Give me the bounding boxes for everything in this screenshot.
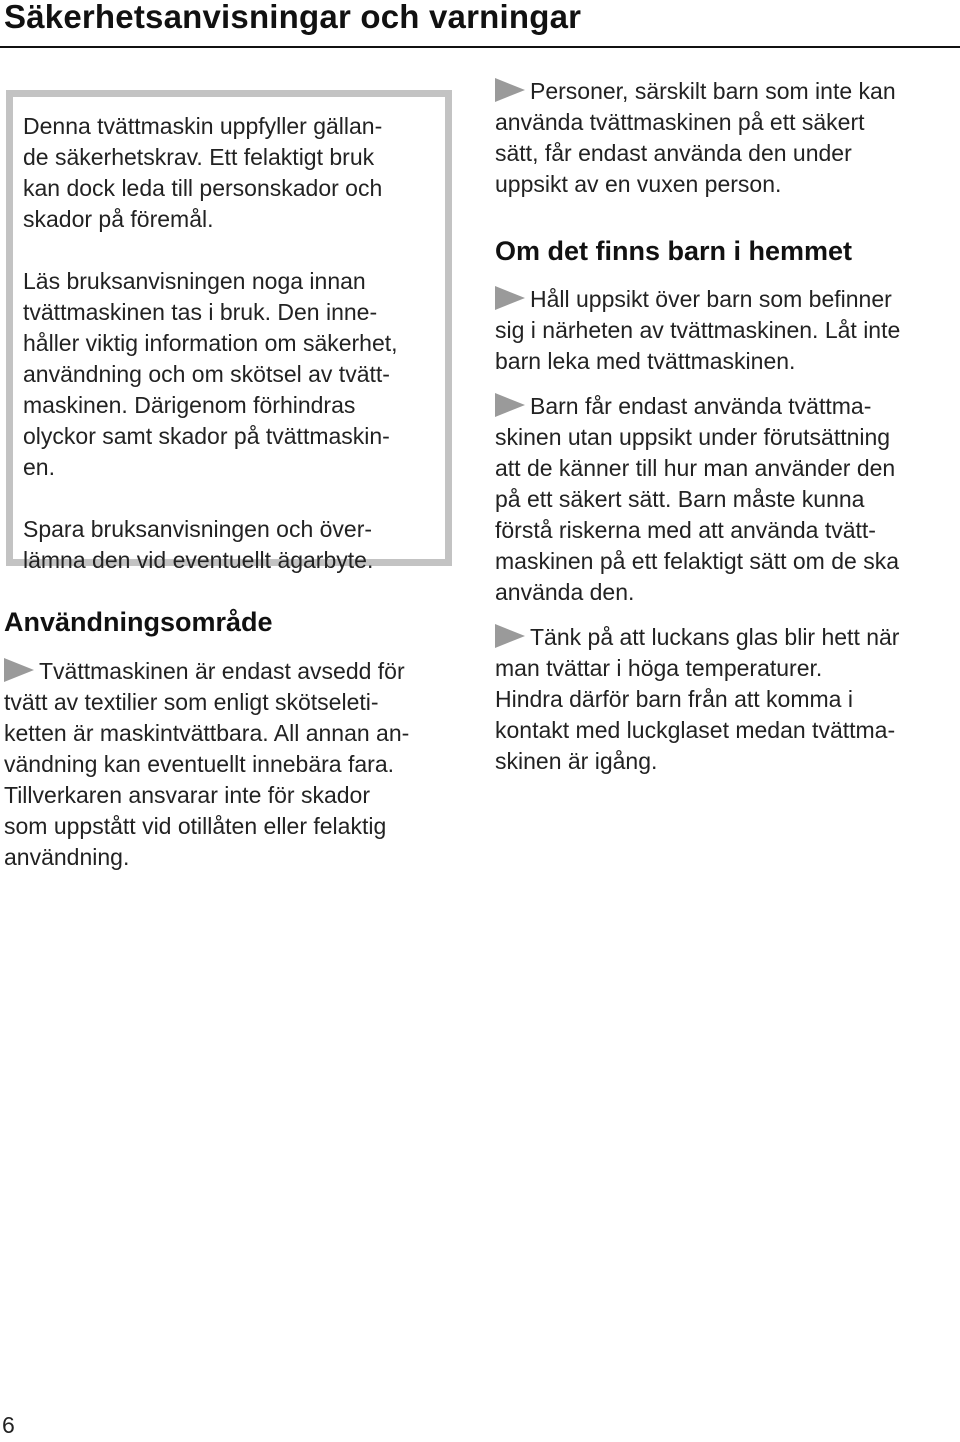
children-heading: Om det finns barn i hemmet bbox=[495, 236, 853, 266]
left-column bbox=[4, 604, 466, 873]
usage-text: Tvättmaskinen är endast avsedd för tvätt av textilier som enligt skötseleti- ketten är maskintvättbara. All annan an- vändning kan eventuellt innebära fara. Tillverkaren ansvarar inte för skador som uppstått vid otillåten eller felaktig användning. bbox=[4, 658, 410, 870]
page-number: 6 bbox=[2, 1412, 15, 1438]
usage-item bbox=[4, 656, 466, 873]
intro-paragraph: Denna tvättmaskin uppfyller gällan- de säkerhetskrav. Ett felaktigt bruk kan dock leda till personskador och skador på föremål. bbox=[23, 113, 383, 232]
children-text: Barn får endast använda tvättma- skinen utan uppsikt under förutsättning att de känner till hur man använder den på ett säkert sätt. Barn måste kunna förstå riskerna med att använda tvätt- maskinen på ett felaktigt sätt om de ska använda den. bbox=[495, 393, 899, 605]
children-item bbox=[495, 391, 957, 608]
children-text: Tänk på att luckans glas blir hett när man tvättar i höga temperaturer. Hindra därför barn från att komma i kontakt med luckglaset medan tvättma- skinen är igång. bbox=[495, 624, 900, 774]
page-title: Säkerhetsanvisningar och varningar bbox=[4, 0, 582, 35]
arrow-icon bbox=[495, 393, 525, 417]
children-item bbox=[495, 622, 957, 777]
arrow-icon bbox=[495, 78, 525, 102]
arrow-icon bbox=[4, 658, 34, 682]
intro-paragraph: Läs bruksanvisningen noga innan tvättmaskinen tas i bruk. Den inne- håller viktig information om säkerhet, användning och om skötsel av tvätt- maskinen. Därigenom förhindras olyckor samt skador på tvättmaskin- en. bbox=[23, 268, 398, 480]
persons-item bbox=[495, 76, 957, 200]
persons-text: Personer, särskilt barn som inte kan använda tvättmaskinen på ett säkert sätt, får endast använda den under uppsikt av en vuxen person. bbox=[495, 78, 896, 197]
right-column bbox=[495, 76, 957, 791]
intro-paragraph: Spara bruksanvisningen och över- lämna den vid eventuellt ägarbyte. bbox=[23, 516, 374, 573]
arrow-icon bbox=[495, 286, 525, 310]
usage-heading: Användningsområde bbox=[4, 607, 273, 637]
title-divider bbox=[0, 46, 960, 48]
arrow-icon bbox=[495, 624, 525, 648]
children-item bbox=[495, 284, 957, 377]
intro-box bbox=[6, 90, 452, 573]
children-text: Håll uppsikt över barn som befinner sig i närheten av tvättmaskinen. Låt inte barn leka med tvättmaskinen. bbox=[495, 286, 901, 374]
